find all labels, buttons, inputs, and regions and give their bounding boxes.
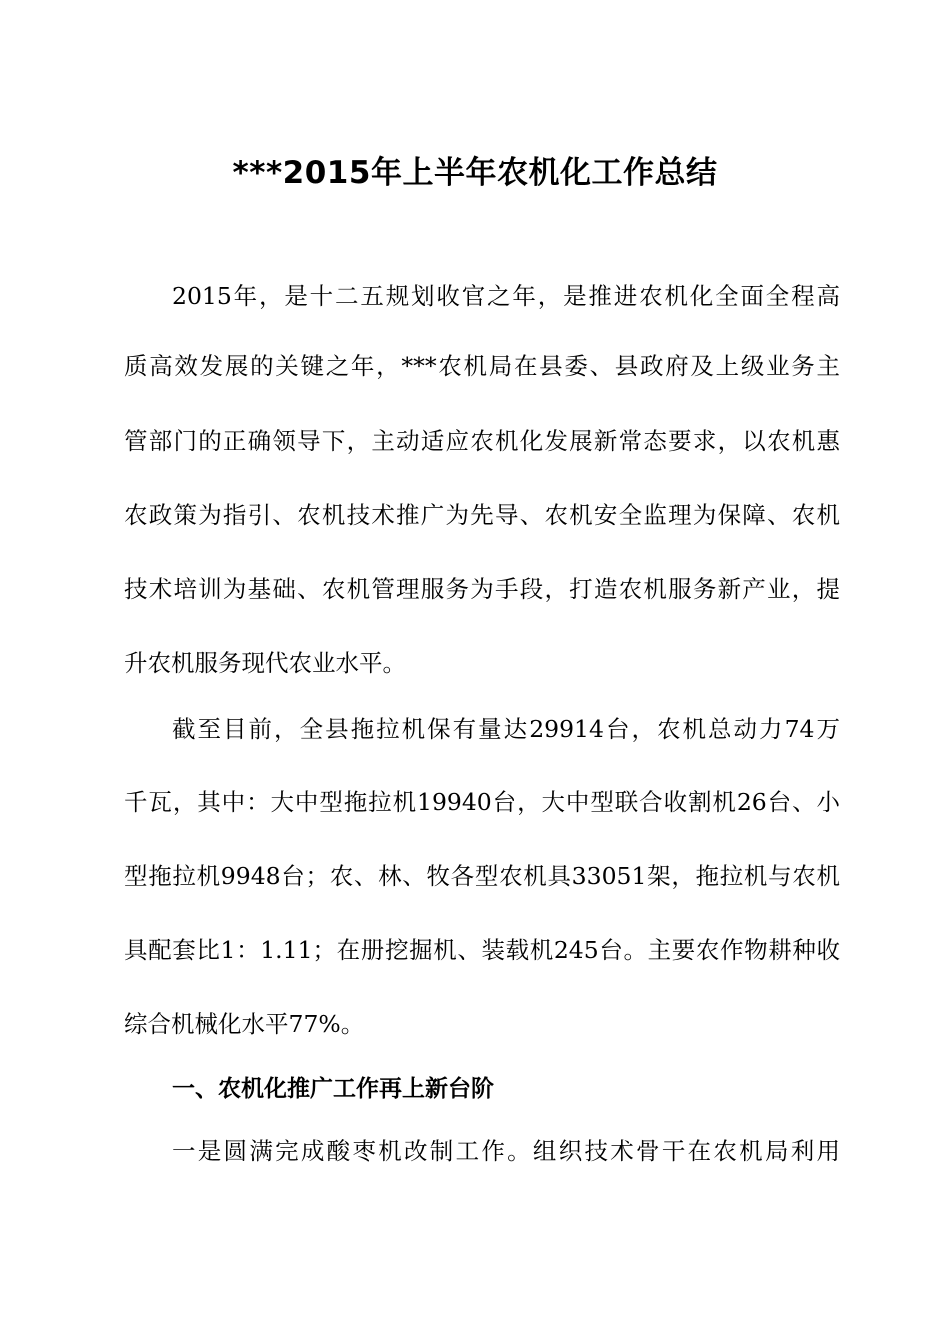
- paragraph-line: 具配套比1：1.11；在册挖掘机、装载机245台。主要农作物耕种收: [124, 936, 840, 964]
- paragraph-line: 升农机服务现代农业水平。: [124, 649, 406, 677]
- section-heading: 一、农机化推广工作再上新台阶: [172, 1076, 494, 1102]
- paragraph-line: 截至目前，全县拖拉机保有量达29914台，农机总动力74万: [172, 715, 840, 743]
- paragraph-line: 型拖拉机9948台；农、林、牧各型农机具33051架，拖拉机与农机: [124, 862, 840, 890]
- paragraph-line: 千瓦，其中：大中型拖拉机19940台，大中型联合收割机26台、小: [124, 788, 840, 816]
- paragraph-line: 技术培训为基础、农机管理服务为手段，打造农机服务新产业，提: [124, 575, 840, 603]
- paragraph-line: 管部门的正确领导下，主动适应农机化发展新常态要求，以农机惠: [124, 427, 840, 455]
- paragraph-line: 综合机械化水平77%。: [124, 1010, 365, 1038]
- document-title: ***2015年上半年农机化工作总结: [232, 155, 718, 191]
- paragraph-line: 一是圆满完成酸枣机改制工作。组织技术骨干在农机局利用: [172, 1137, 840, 1165]
- paragraph-line: 农政策为指引、农机技术推广为先导、农机安全监理为保障、农机: [124, 501, 840, 529]
- paragraph-line: 2015年，是十二五规划收官之年，是推进农机化全面全程高: [172, 282, 840, 310]
- paragraph-line: 质高效发展的关键之年，***农机局在县委、县政府及上级业务主: [124, 352, 840, 380]
